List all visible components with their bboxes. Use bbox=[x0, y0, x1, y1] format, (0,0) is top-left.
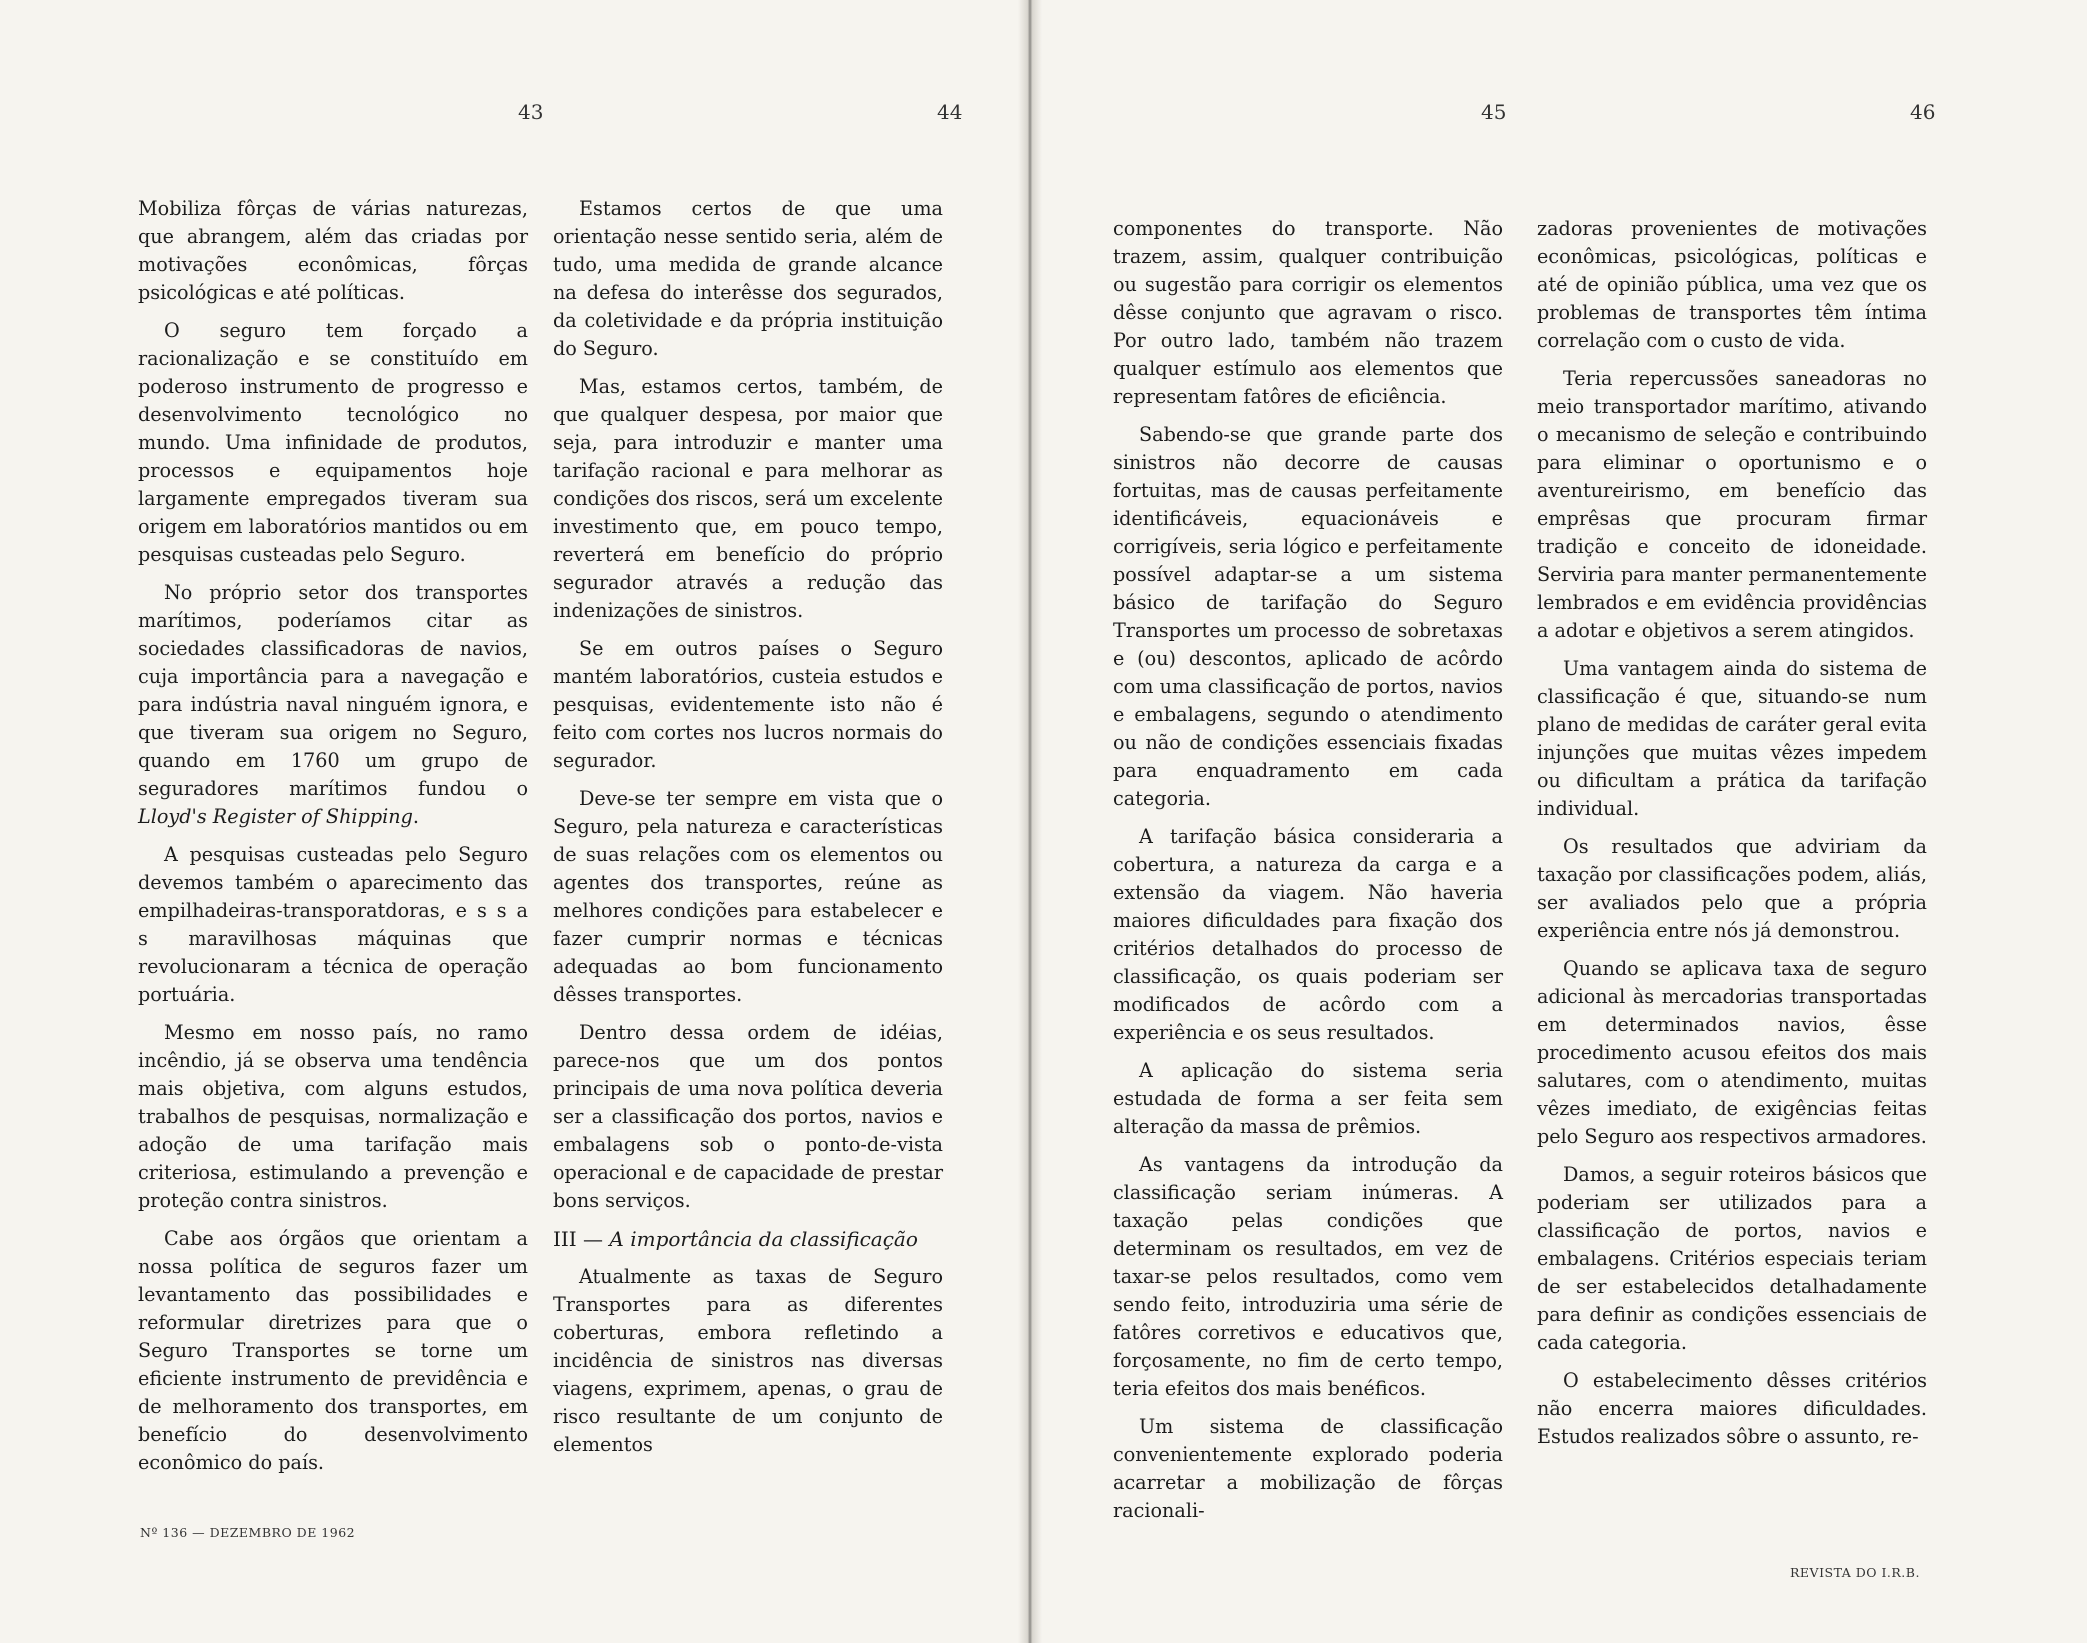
paragraph: Teria repercussões saneadoras no meio transportador marítimo, ativando o mecanismo de seleção e contribuindo para eliminar o oportunismo e o aventureirismo, em benefício das emprêsas que procuram firmar tradição e conceito de idoneidade. Serviria para manter permanentemente lembrados e em evidência providências a adotar e objetivos a serem atingidos. bbox=[1537, 367, 1927, 642]
footer-journal: REVISTA DO I.R.B. bbox=[1790, 1565, 1920, 1580]
paragraph: Damos, a seguir roteiros básicos que poderiam ser utilizados para a classificação de portos, navios e embalagens. Critérios especiais teriam de ser estabelecidos detalhadamente para definir as condições essenciais de cada categoria. bbox=[1537, 1163, 1927, 1354]
column-page-45 bbox=[1113, 215, 1503, 1535]
page-number-46: 46 bbox=[1910, 100, 1936, 124]
paragraph: As vantagens da introdução da classificação seriam inúmeras. A taxação pelas condições que determinam os resultados, em vez de taxar-se pelos resultados, como vem sendo feito, introduziria uma série de fatôres corretivos e educativos que, forçosamente, no fim de certo tempo, teria efeitos dos mais benéficos. bbox=[1113, 1153, 1503, 1400]
paragraph bbox=[138, 579, 528, 831]
column-page-46 bbox=[1537, 215, 1927, 1461]
paragraph: Cabe aos órgãos que orientam a nossa política de seguros fazer um levantamento das possibilidades e reformular diretrizes para que o Seguro Transportes se torne um eficiente instrumento de previdência e de melhoramento dos transportes, em benefício do desenvolvimento econômico do país. bbox=[138, 1227, 528, 1474]
paragraph: Mesmo em nosso país, no ramo incêndio, já se observa uma tendência mais objetiva, com alguns estudos, trabalhos de pesquisas, normalização e adoção de uma tarifação mais criteriosa, estimulando a prevenção e proteção contra sinistros. bbox=[138, 1021, 528, 1212]
paragraph: Deve-se ter sempre em vista que o Seguro, pela natureza e características de suas relações com os elementos ou agentes dos transportes, reúne as melhores condições para estabelecer e fazer cumprir normas e técnicas adequadas ao bom funcionamento dêsses transportes. bbox=[553, 787, 943, 1006]
paragraph: A tarifação básica consideraria a cobertura, a natureza da carga e a extensão da viagem. Não haveria maiores dificuldades para fixação dos critérios detalhados do processo de classificação, os quais poderiam ser modificados de acôrdo com a experiência e os seus resultados. bbox=[1113, 825, 1503, 1044]
paragraph: O seguro tem forçado a racionalização e se constituído em poderoso instrumento de progresso e desenvolvimento tecnológico no mundo. Uma infinidade de produtos, processos e equipamentos hoje largamente empregados tiveram sua origem em laboratórios mantidos ou em pesquisas custeadas pelo Seguro. bbox=[138, 319, 528, 566]
lloyds-register-italic: Lloyd's Register of Shipping bbox=[138, 805, 413, 828]
footer-issue: Nº 136 — DEZEMBRO DE 1962 bbox=[140, 1525, 356, 1540]
column-page-43 bbox=[138, 195, 528, 1487]
paragraph: Quando se aplicava taxa de seguro adicional às mercadorias transportadas em determinados navios, êsse procedimento acusou efeitos dos mais salutares, com o atendimento, muitas vêzes imediato, de exigências feitas pelo Seguro aos respectivos armadores. bbox=[1537, 957, 1927, 1148]
paragraph: Uma vantagem ainda do sistema de classificação é que, situando-se num plano de medidas de caráter geral evita injunções que muitas vêzes impedem ou dificultam a prática da tarifação individual. bbox=[1537, 657, 1927, 820]
paragraph: Atualmente as taxas de Seguro Transportes para as diferentes coberturas, embora refletindo a incidência de sinistros nas diversas viagens, exprimem, apenas, o grau de risco resultante de um conjunto de elementos bbox=[553, 1265, 943, 1456]
paragraph: Se em outros países o Seguro mantém laboratórios, custeia estudos e pesquisas, evidentemente isto não é feito com cortes nos lucros normais do segurador. bbox=[553, 637, 943, 772]
period: . bbox=[412, 805, 420, 828]
paragraph: Mas, estamos certos, também, de que qualquer despesa, por maior que seja, para introduzir e manter uma tarifação racional e para melhorar as condições dos riscos, será um excelente investimento que, em pouco tempo, reverterá em benefício do próprio segurador através a redução das indenizações de sinistros. bbox=[553, 375, 943, 622]
page-number-44: 44 bbox=[937, 100, 963, 124]
paragraph-text: No próprio setor dos transportes marítimos, poderíamos citar as sociedades classificadoras de navios, cuja importância para a navegação e para indústria naval ninguém ignora, e que tiveram sua origem no Seguro, quando em 1760 um grupo de seguradores marítimos fundou o bbox=[138, 581, 528, 800]
page-number-45: 45 bbox=[1481, 100, 1507, 124]
paragraph: Um sistema de classificação convenientemente explorado poderia acarretar a mobilização de fôrças racionali- bbox=[1113, 1415, 1503, 1522]
paragraph: zadoras provenientes de motivações econômicas, psicológicas, políticas e até de opinião pública, uma vez que os problemas de transportes têm íntima correlação com o custo de vida. bbox=[1537, 217, 1927, 352]
paragraph: Estamos certos de que uma orientação nesse sentido seria, além de tudo, uma medida de grande alcance na defesa do interêsse dos segurados, da coletividade e da própria instituição do Seguro. bbox=[553, 197, 943, 360]
paragraph: Dentro dessa ordem de idéias, parece-nos que um dos pontos principais de uma nova política deveria ser a classificação dos portos, navios e embalagens sob o ponto-de-vista operacional e de capacidade de prestar bons serviços. bbox=[553, 1021, 943, 1212]
paragraph: componentes do transporte. Não trazem, assim, qualquer contribuição ou sugestão para corrigir os elementos dêsse conjunto que agravam o risco. Por outro lado, também não trazem qualquer estímulo aos elementos que representam fatôres de eficiência. bbox=[1113, 217, 1503, 408]
paragraph: Sabendo-se que grande parte dos sinistros não decorre de causas fortuitas, mas de causas perfeitamente identificáveis, equacionáveis e corrigíveis, seria lógico e perfeitamente possível adaptar-se a um sistema básico de tarifação do Seguro Transportes um processo de sobretaxas e (ou) descontos, aplicado de acôrdo com uma classificação de portos, navios e embalagens, segundo o atendimento ou não de condições essenciais fixadas para enquadramento em cada categoria. bbox=[1113, 423, 1503, 810]
column-page-44 bbox=[553, 195, 943, 1469]
paragraph: O estabelecimento dêsses critérios não encerra maiores dificuldades. Estudos realizados sôbre o assunto, re- bbox=[1537, 1369, 1927, 1448]
section-number: III — bbox=[553, 1227, 604, 1251]
paragraph: Mobiliza fôrças de várias naturezas, que abrangem, além das criadas por motivações econômicas, fôrças psicológicas e até políticas. bbox=[138, 197, 528, 304]
section-heading bbox=[553, 1225, 943, 1253]
paragraph: A pesquisas custeadas pelo Seguro devemos também o aparecimento das empilhadeiras-transporatdoras, e s s a s maravilhosas máquinas que revolucionaram a técnica de operação portuária. bbox=[138, 843, 528, 1006]
section-title: A importância da classificação bbox=[609, 1227, 918, 1251]
book-gutter bbox=[1018, 0, 1042, 1643]
paragraph: Os resultados que adviriam da taxação por classificações podem, aliás, ser avaliados pelo que a própria experiência entre nós já demonstrou. bbox=[1537, 835, 1927, 942]
page-number-43: 43 bbox=[518, 100, 544, 124]
paragraph: A aplicação do sistema seria estudada de forma a ser feita sem alteração da massa de prêmios. bbox=[1113, 1059, 1503, 1138]
